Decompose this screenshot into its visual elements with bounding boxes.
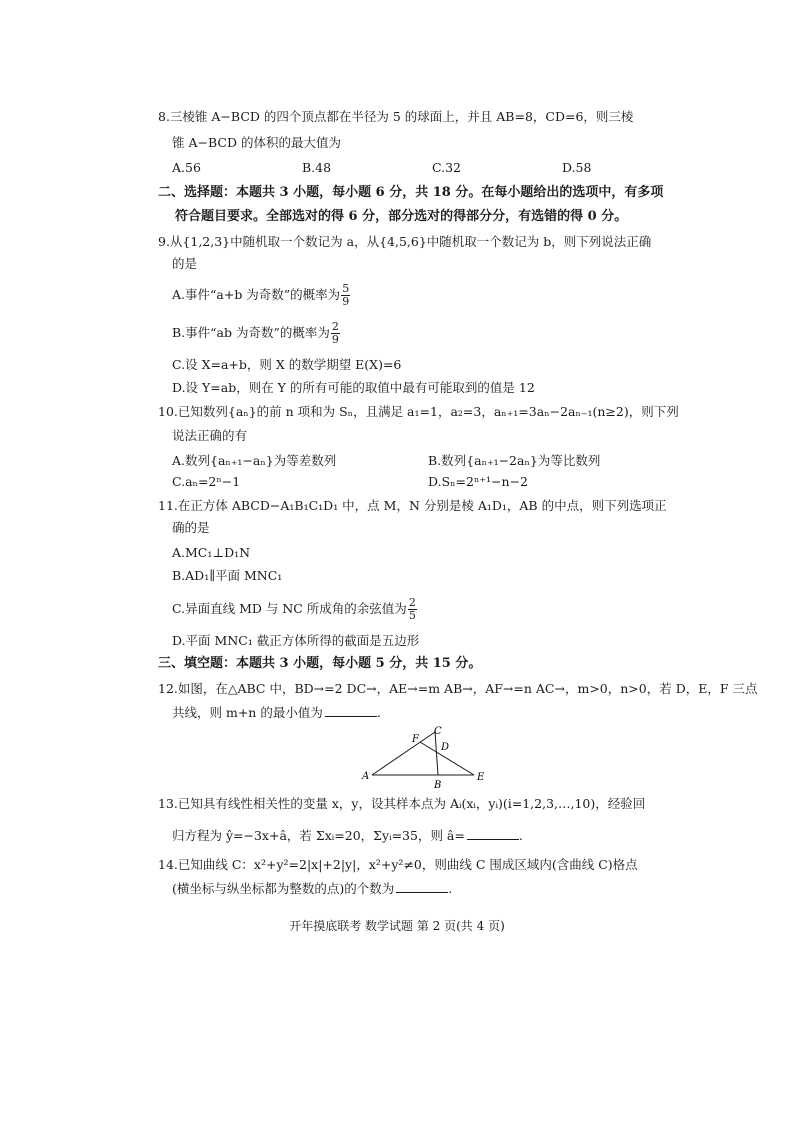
q8-stem-line2: 锥 A−BCD 的体积的最大值为 (172, 135, 341, 150)
q12-triangle-figure (360, 725, 500, 793)
q8-options (172, 160, 692, 175)
q10-stem-line1: 10.已知数列{aₙ}的前 n 项和为 Sₙ，且满足 a₁=1，a₂=3，aₙ₊₁=3aₙ−2aₙ₋₁(n≥2)，则下列 (158, 404, 679, 419)
q14-answer-blank[interactable] (396, 892, 448, 893)
q9-stem-line2: 的是 (172, 256, 198, 271)
q10-stem-line2: 说法正确的有 (172, 428, 248, 443)
page-footer: 开年摸底联考 数学试题 第 2 页(共 4 页) (289, 919, 505, 933)
label-a: A (362, 771, 370, 782)
q10-option-c: C.aₙ=2ⁿ−1 (172, 474, 241, 489)
q13-stem-line2 (172, 828, 732, 844)
q8-stem-line1: 8.三棱锥 A−BCD 的四个顶点都在半径为 5 的球面上，并且 AB=8，CD=6，则三棱 (158, 109, 634, 124)
q14-stem-text: (横坐标与纵坐标都为整数的点)的个数为 (172, 881, 395, 896)
line-AC (372, 732, 435, 775)
q12-stem-end: . (376, 705, 381, 720)
q11-option-a: A.MC₁⊥D₁N (172, 545, 251, 560)
q12-stem-line1: 12.如图，在△ABC 中，BD→=2 DC→，AE→=m AB→，AF→=n AC→，m>0，n>0，若 D，E，F 三点 (158, 681, 758, 696)
q9-a-denominator: 9 (342, 295, 350, 308)
q8-option-d: D.58 (562, 160, 592, 175)
q9-stem-line1: 9.从{1,2,3}中随机取一个数记为 a，从{4,5,6}中随机取一个数记为 b，则下列说法正确 (158, 234, 652, 249)
q9-a-numerator: 5 (342, 282, 350, 295)
q11-option-c-text: C.异面直线 MD 与 NC 所成角的余弦值为 (172, 601, 407, 616)
label-b: B (434, 780, 442, 791)
q10-option-b: B.数列{aₙ₊₁−2aₙ}为等比数列 (428, 453, 601, 468)
q9-option-b-text: B.事件“ab 为奇数”的概率为 (172, 325, 330, 340)
q9-b-numerator: 2 (331, 320, 339, 333)
q14-stem-end: . (448, 881, 453, 896)
q11-option-c-fraction (408, 597, 417, 622)
q13-stem-line1: 13.已知具有线性相关性的变量 x，y，设其样本点为 Aᵢ(xᵢ，yᵢ)(i=1,2,3,…,10)，经验回 (158, 796, 646, 811)
label-d: D (441, 742, 450, 753)
q9-option-b (172, 321, 732, 346)
line-CB (435, 732, 438, 775)
q13-stem-end: . (518, 828, 523, 843)
label-e: E (477, 772, 485, 783)
q8-option-a: A.56 (172, 160, 201, 175)
q13-stem-text: 归方程为 ŷ=−3x+â，若 Σxᵢ=20，Σyᵢ=35，则 â= (172, 828, 465, 843)
q9-option-a (172, 283, 732, 308)
q8-option-c: C.32 (432, 160, 461, 175)
q13-answer-blank[interactable] (467, 839, 519, 840)
q11-option-b: B.AD₁∥平面 MNC₁ (172, 568, 283, 583)
q8-option-b: B.48 (302, 160, 332, 175)
q10-options-row1 (172, 451, 692, 469)
q9-option-d: D.设 Y=ab，则在 Y 的所有可能的取值中最有可能取到的值是 12 (172, 380, 535, 395)
q12-stem-text: 共线，则 m+n 的最小值为 (172, 705, 323, 720)
q10-option-d: D.Sₙ=2ⁿ⁺¹−n−2 (428, 474, 528, 489)
q11-c-denominator: 5 (408, 609, 416, 622)
q11-stem-line2: 确的是 (172, 520, 210, 535)
q9-option-b-fraction (331, 321, 340, 346)
q9-option-a-text: A.事件“a+b 为奇数”的概率为 (172, 287, 341, 302)
q12-answer-blank[interactable] (325, 716, 377, 717)
q11-stem-line1: 11.在正方体 ABCD−A₁B₁C₁D₁ 中，点 M，N 分别是棱 A₁D₁，AB 的中点，则下列选项正 (158, 498, 667, 513)
q11-c-numerator: 2 (408, 596, 416, 609)
q14-stem-line2 (172, 881, 732, 897)
q9-b-denominator: 9 (331, 333, 339, 346)
label-f: F (412, 734, 419, 745)
label-c: C (434, 726, 442, 737)
section2-heading: 二、选择题：本题共 3 小题，每小题 6 分，共 18 分。在每小题给出的选项中，有多项 (158, 185, 664, 200)
q9-option-a-fraction (341, 283, 350, 308)
q11-option-d: D.平面 MNC₁ 截正方体所得的截面是五边形 (172, 633, 420, 648)
section2-heading-line2: 符合题目要求。全部选对的得 6 分，部分选对的得部分分，有选错的得 0 分。 (175, 209, 628, 224)
q11-option-c (172, 597, 732, 622)
q9-option-c: C.设 X=a+b，则 X 的数学期望 E(X)=6 (172, 357, 402, 372)
q12-stem-line2 (172, 705, 732, 721)
q14-stem-line1: 14.已知曲线 C：x²+y²=2|x|+2|y|，x²+y²≠0，则曲线 C 围成区域内(含曲线 C)格点 (158, 857, 638, 872)
q10-options-row2 (172, 474, 692, 489)
q10-option-a: A.数列{aₙ₊₁−aₙ}为等差数列 (172, 453, 337, 468)
section3-heading: 三、填空题：本题共 3 小题，每小题 5 分，共 15 分。 (158, 656, 482, 671)
